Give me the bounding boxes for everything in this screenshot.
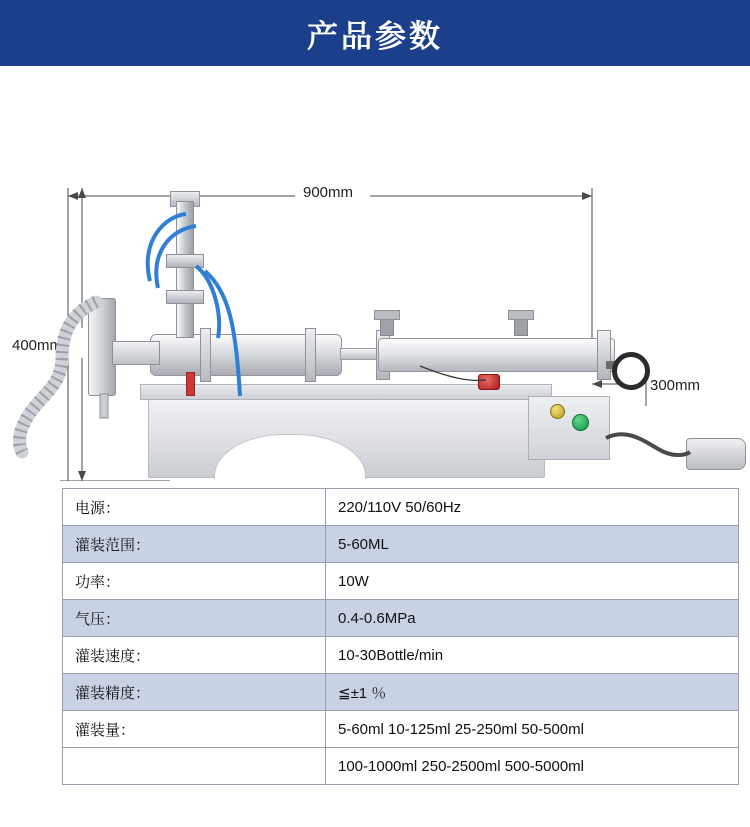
specification-table [62, 488, 739, 785]
spec-value: 0.4-0.6MPa [326, 600, 739, 637]
spec-key [63, 748, 326, 785]
spec-key: 灌装范围： [63, 526, 326, 563]
table-row [63, 600, 739, 637]
product-diagram [0, 66, 750, 481]
spec-value: 100-1000ml 250-2500ml 500-5000ml [326, 748, 739, 785]
table-row [63, 563, 739, 600]
table-row [63, 637, 739, 674]
specification-table-body [63, 489, 739, 785]
spec-key: 电源： [63, 489, 326, 526]
spec-value: 5-60ML [326, 526, 739, 563]
page-title: 产品参数 [307, 18, 443, 55]
spec-value: 10W [326, 563, 739, 600]
dimension-label-height: 400mm [12, 337, 63, 354]
table-row [63, 748, 739, 785]
spec-key: 灌装精度： [63, 674, 326, 711]
specification-table-wrapper [62, 488, 688, 785]
dimension-label-length: 900mm [303, 184, 354, 201]
table-row [63, 526, 739, 563]
spec-key: 气压： [63, 600, 326, 637]
spec-value: 5-60ml 10-125ml 25-250ml 50-500ml [326, 711, 739, 748]
table-row [63, 711, 739, 748]
table-row [63, 489, 739, 526]
spec-value: 220/110V 50/60Hz [326, 489, 739, 526]
dimension-label-depth: 300mm [650, 377, 701, 394]
spec-value: ≦±1 ％ [326, 674, 739, 711]
table-row [63, 674, 739, 711]
page-banner [0, 0, 750, 66]
spec-value: 10-30Bottle/min [326, 637, 739, 674]
tubing-graphics [0, 66, 750, 481]
spec-key: 功率： [63, 563, 326, 600]
spec-key: 灌装量： [63, 711, 326, 748]
spec-key: 灌装速度： [63, 637, 326, 674]
